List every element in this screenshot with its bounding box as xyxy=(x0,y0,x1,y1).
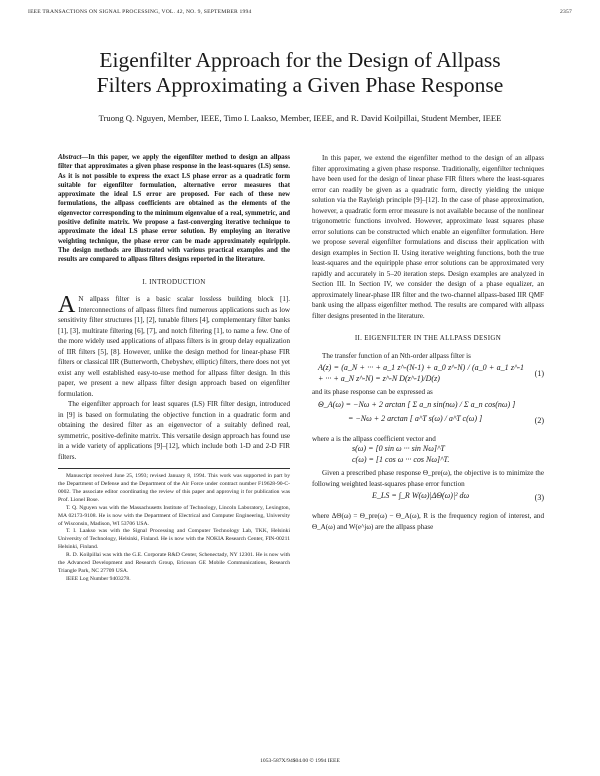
journal-name: IEEE TRANSACTIONS ON SIGNAL PROCESSING, VOL. 42, NO. 9, SEPTEMBER 1994 xyxy=(28,9,252,15)
equation-3-number: (3) xyxy=(534,493,544,502)
equation-vector-s: s(ω) = [0 sin ω ··· sin Nω]^T xyxy=(352,444,445,453)
footnote-author-3: R. D. Koilpillai was with the G.E. Corporate R&D Center, Schenectady, NY 12301. He is now with the Advanced Development and Research Group, Ericsson GE Mobile Communications, Research Triangle Park, NC 27709 USA. xyxy=(58,552,290,574)
footnotes xyxy=(58,468,290,584)
equation-3-body: E_LS = ∫_R W(ω)|ΔΘ(ω)|² dω xyxy=(372,491,470,500)
title-line-1: Eigenfilter Approach for the Design of Allpass xyxy=(99,48,501,72)
section-heading-introduction: I. INTRODUCTION xyxy=(142,277,206,286)
page-number: 2357 xyxy=(560,9,572,15)
paper-title xyxy=(0,48,600,98)
author-list: Truong Q. Nguyen, Member, IEEE, Timo I. Laakso, Member, IEEE, and R. David Koilpillai, Student Member, IEEE xyxy=(98,113,502,123)
equation-2 xyxy=(312,398,544,434)
right-paragraph-5: Given a prescribed phase response Θ_pre(ω), the objective is to minimize the following weighted least-squares phase error function xyxy=(312,469,544,488)
equation-2-line-a: Θ_A(ω) = −Nω + 2 arctan [ Σ a_n sin(nω) / Σ a_n cos(nω) ] xyxy=(318,399,516,409)
title-line-2: Filters Approximating a Given Phase Response xyxy=(96,73,504,97)
footnote-author-2: T. I. Laakso was with the Signal Processing and Computer Technology Lab, TKK, Helsinki University of Technology, Helsinki, Finland. He is now with the NOKIA Research Center, FIN-00211 Helsinki, Finland. xyxy=(58,528,290,551)
abstract-text: In this paper, we apply the eigenfilter method to design an allpass filter that approximates a given phase response in the least-squares (LS) sense. As it is not possible to express the exact LS phase error as a quadratic form suitable for eigenfilter formulation, alternative error measures that approximate the ideal LS error are proposed. For each of these new formulations, the allpass coefficients are obtained as the elements of the eigenvector corresponding to the minimum eigenvalue of a real, symmetric, and positive definite matrix. We propose a fast-converging iterative technique to approximate the ideal LS phase error solution. By employing an iterative weighting technique, the phase error can be made approximately equiripple. The design methods are illustrated with various practical examples and the results are compared to allpass filters designs reported in the literature. xyxy=(58,154,290,264)
footnote-author-1: T. Q. Nguyen was with the Massachusetts Institute of Technology, Lincoln Laboratory, Lexington, MA 02173-9108. He is now with the Department of Electrical and Computer Engineering, University of Wisconsin, Madison, WI 53706 USA. xyxy=(58,504,290,527)
equation-1-body: A(z) = (a_N + ··· + a_1 z^-(N-1) + a_0 z^-N) / (a_0 + a_1 z^-1 + ··· + a_N z^-N) = z^-N D(z^-1)/D(z) xyxy=(318,363,524,383)
copyright-footer: 1053-587X/94$04.00 © 1994 IEEE xyxy=(260,758,340,764)
equation-2-number: (2) xyxy=(534,415,544,425)
equation-1-number: (1) xyxy=(534,369,544,378)
equation-2-body xyxy=(318,400,524,425)
equation-3 xyxy=(312,489,544,511)
footnote-log-number: IEEE Log Number 9403278. xyxy=(66,575,131,582)
equation-2-line-b: = −Nω + 2 arctan [ a^T s(ω) / a^T c(ω) ] xyxy=(348,414,483,423)
equation-1 xyxy=(312,361,544,387)
intro-paragraph-2: The eigenfilter approach for least squares (LS) FIR filter design, introduced in [9] is based on formulating the objective function in a quadratic form and obtaining the desired filter as an eigenvector of a suitably defined real, symmetric, positive-definite matrix. This versatile design approach has found use in a wide variety of applications [9]–[12], which include both 1-D and 2-D FIR filters. xyxy=(58,400,290,461)
section-heading-eigenfilter: II. EIGENFILTER IN THE ALLPASS DESIGN xyxy=(354,334,502,342)
abstract-lead: Abstract— xyxy=(58,154,89,161)
equation-vectors xyxy=(312,444,544,468)
equation-vector-c: c(ω) = [1 cos ω ··· cos Nω]^T. xyxy=(352,454,450,464)
right-paragraph-3: and its phase response can be expressed as xyxy=(312,388,433,396)
intro-paragraph-1 xyxy=(58,294,290,399)
abstract xyxy=(58,153,290,265)
right-paragraph-4: where a is the allpass coefficient vector and xyxy=(312,434,436,443)
left-column xyxy=(58,153,290,584)
drop-cap: A xyxy=(58,292,76,319)
intro-paragraph-1-text: N allpass filter is a basic scalar lossless building block [1]. Interconnections of allpass filters find numerous applications such as low sensitivity filter structures [1], [2], tunable filters [4], complementary filter banks [1], [3], multirate filtering [6], [7], and notch filtering [1], to name a few. One of the more widely used applications of allpass filters is in group delay equalization of IIR filters [5], [8]. However, unlike the design method for linear-phase FIR filters or classical IIR (Butterworth, Chebyshev, elliptic) filters, there does not yet exist any well established easy-to-use method for allpass filter design. In this paper, we present a new allpass filter design approach based on eigenfilter formulation. xyxy=(58,295,290,398)
footnote-manuscript: Manuscript received June 25, 1993; revised January 8, 1994. This work was supported in part by the Department of Defense and the Department of the Air Force under contract number F19628-90-C-0002. The associate editor coordinating the review of this paper and approving it for publication was Prof. Lionel Bose. xyxy=(58,473,290,503)
right-paragraph-1: In this paper, we extend the eigenfilter method to the design of an allpass filter approximating a given phase response. Traditionally, eigenfilter techniques have been used for the design of linear phase FIR filters where the least-squares error can readily be given as a quadratic form, directly yielding the unique solution via the Rayleigh principle [9]–[12]. In the case of phase approximation, however, a quadratic form error measure is not available because of the nonlinear trigonometric functions involved. However, approximate least squares phase error solutions can be constructed which enable an eigenfilter formulation. Here we propose several eigenfilter formulations and discuss their application with design examples in Section II. Using iterative weighting functions, both the true least-squares and the equiripple phase error solutions can be approximated very rapidly and accurately in 5–20 iteration steps. Design examples are analyzed in Section III. In Section IV, we consider the design of a phase equalizer, an approximately linear-phase IIR filter and the two-channel allpass-based IIR QMF bank using the allpass eigenfilter method. The results are compared with allpass filter designs presented in the literature. xyxy=(312,154,544,320)
right-paragraph-6: where ΔΘ(ω) = Θ_pre(ω) − Θ_A(ω), R is the frequency region of interest, and Θ_A(ω) and W(e^jω) are the allpass phase xyxy=(312,512,544,531)
right-paragraph-2: The transfer function of an Nth-order allpass filter is xyxy=(322,351,471,360)
right-column xyxy=(312,153,544,532)
running-header xyxy=(28,9,572,19)
